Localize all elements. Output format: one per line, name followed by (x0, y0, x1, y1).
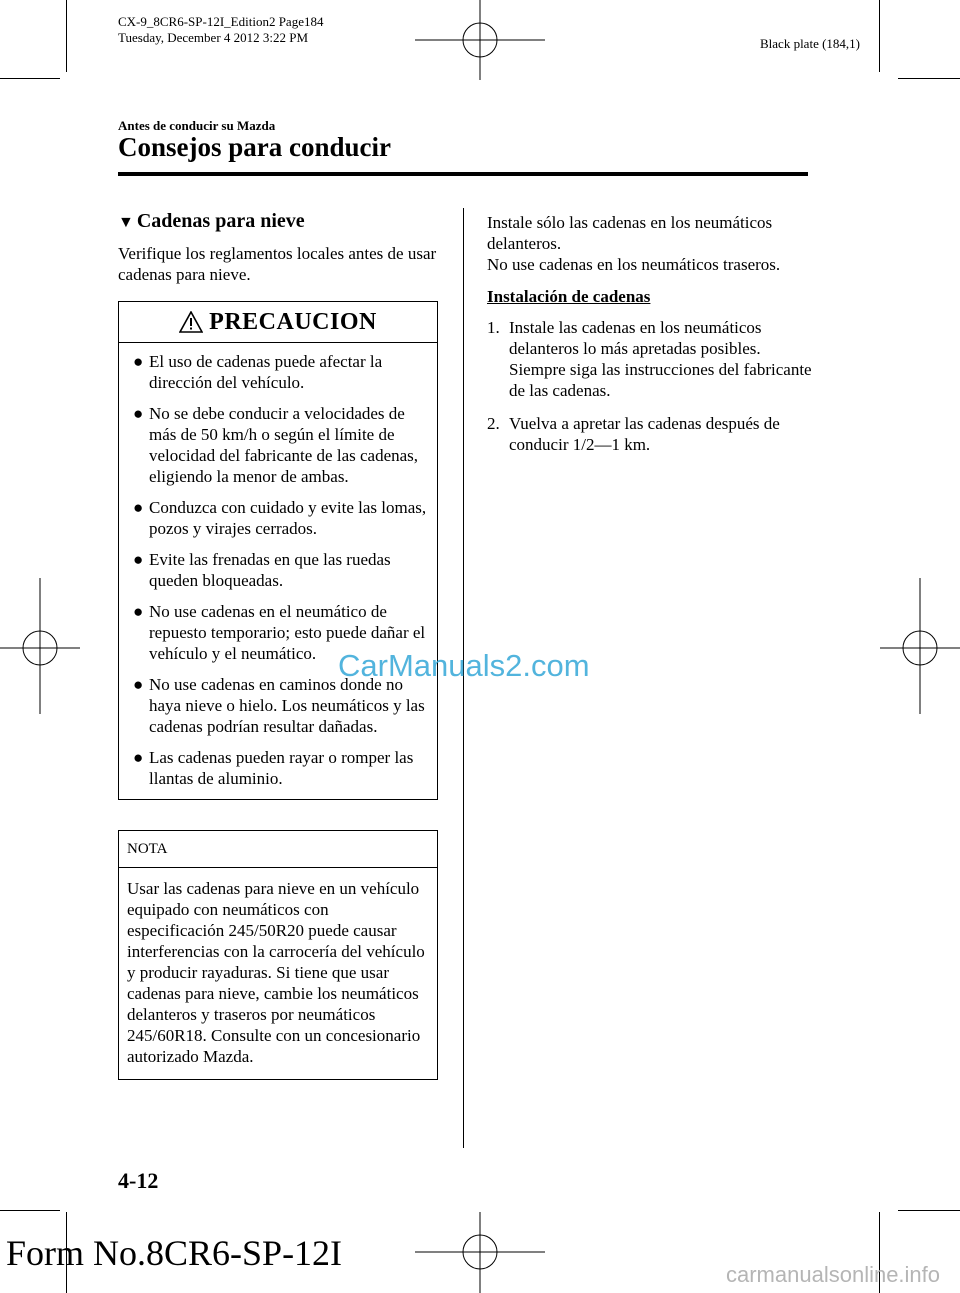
print-header (118, 14, 323, 46)
step-number: 1. (487, 318, 500, 337)
list-item: 2. Vuelva a apretar las cadenas después de conducir 1/2―1 km. (487, 414, 780, 454)
section-heading (118, 210, 440, 233)
list-item: 1. Instale las cadenas en los neumáticos delanteros lo más apretadas posibles. Siempre siga las instrucciones del fabricante de las cadenas. (487, 318, 812, 400)
caution-title: PRECAUCION (209, 308, 377, 335)
list-item: ● No use cadenas en el neumático de repuesto temporario; esto puede dañar el vehículo y el neumático. (133, 602, 426, 663)
caution-box (118, 301, 438, 800)
note-title: NOTA (119, 831, 437, 868)
note-body: Usar las cadenas para nieve en un vehículo equipado con neumáticos con especificación 245/50R20 puede causar interferencias con la carrocería del vehículo y producir rayaduras. Si tiene que usar cadenas para nieve, cambie los neumáticos delanteros y traseros por neumáticos 245/60R18. Consulte con un concesionario autorizado Mazda. (127, 879, 425, 1066)
list-item: ● No use cadenas en caminos donde no haya nieve o hielo. Los neumáticos y las cadenas podrían resultar dañadas. (133, 675, 425, 736)
plate-label: Black plate (184,1) (760, 36, 860, 51)
bullet-icon: ● (133, 675, 144, 694)
right-column (487, 212, 812, 467)
bullet-icon: ● (133, 550, 144, 569)
bullet-icon: ● (133, 404, 144, 423)
caution-header (119, 302, 437, 343)
title-rule (118, 172, 808, 176)
note-box (118, 830, 438, 1080)
registration-mark-left (0, 578, 80, 714)
list-item: ● Las cadenas pueden rayar o romper las llantas de aluminio. (133, 748, 414, 788)
bullet-icon: ● (133, 748, 144, 767)
crop-mark (898, 1210, 960, 1211)
print-header-file: CX-9_8CR6-SP-12I_Edition2 Page184 (118, 14, 324, 29)
crop-mark (898, 78, 960, 79)
bullet-icon: ● (133, 498, 144, 517)
page-number: 4-12 (118, 1168, 159, 1193)
registration-mark-right (880, 578, 960, 714)
registration-mark-top (415, 0, 545, 80)
section-label: Antes de conducir su Mazda (118, 118, 276, 133)
chapter-title: Consejos para conducir (118, 132, 392, 162)
crop-mark (0, 78, 60, 79)
list-item: ● Conduzca con cuidado y evite las lomas, pozos y virajes cerrados. (133, 498, 427, 538)
installation-subheading: Instalación de cadenas (487, 287, 651, 306)
installation-steps (487, 317, 812, 455)
crop-mark (0, 1210, 60, 1211)
crop-mark (879, 0, 880, 72)
bullet-icon: ● (133, 352, 144, 371)
registration-mark-bottom (415, 1212, 545, 1293)
triangle-marker-icon: ▼ (118, 214, 134, 231)
bullet-icon: ● (133, 602, 144, 621)
site-watermark: CarManuals2.com (338, 648, 590, 683)
step-number: 2. (487, 414, 500, 433)
rear-tires-paragraph: No use cadenas en los neumáticos traseros. (487, 255, 781, 274)
print-header-date: Tuesday, December 4 2012 3:22 PM (118, 30, 309, 45)
list-item: ● Evite las frenadas en que las ruedas queden bloqueadas. (133, 550, 391, 590)
list-item: ● El uso de cadenas puede afectar la dirección del vehículo. (133, 352, 383, 392)
section-heading-text: Cadenas para nieve (136, 210, 305, 232)
warning-triangle-icon (179, 311, 203, 333)
caution-list (119, 343, 437, 799)
intro-paragraph: Verifique los reglamentos locales antes de usar cadenas para nieve. (118, 244, 437, 284)
front-tires-paragraph: Instale sólo las cadenas en los neumáticos delanteros. (487, 213, 773, 253)
crop-mark (66, 0, 67, 72)
form-number: Form No.8CR6-SP-12I (6, 1233, 343, 1273)
footer-watermark: carmanualsonline.info (726, 1262, 941, 1287)
list-item: ● No se debe conducir a velocidades de más de 50 km/h o según el límite de velocidad del fabricante de las cadenas, eligiendo la menor de ambas. (133, 404, 419, 486)
left-column (118, 210, 440, 1080)
